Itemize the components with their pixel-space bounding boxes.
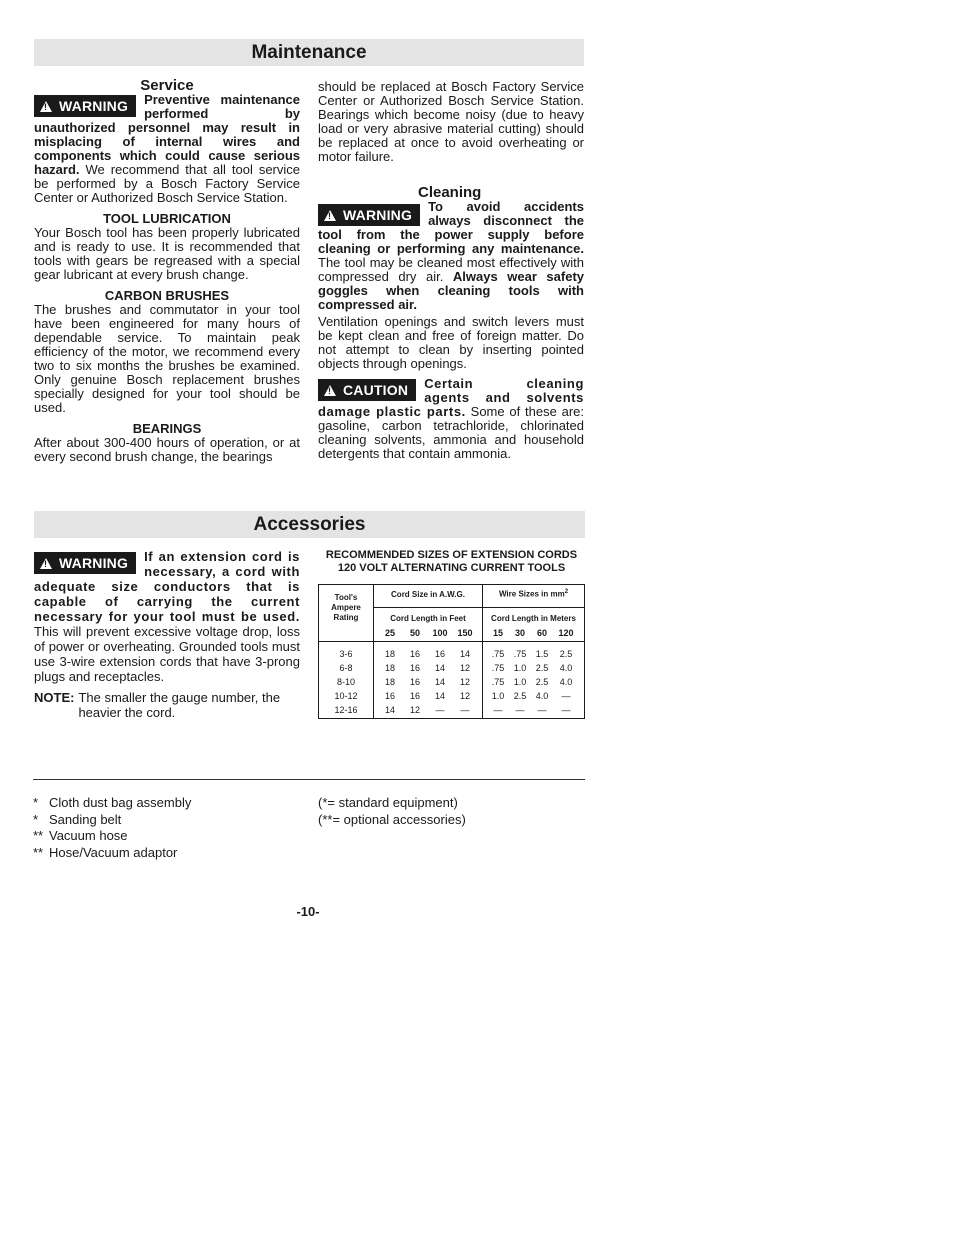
accessories-text: This will prevent excessive voltage drop, loss of power or overheating. Grounded tools must use 3-wire extension cords that have 3-prong plugs and receptacles. [34, 624, 300, 684]
bearings-text: After about 300-400 hours of operation, or at every second brush change, the bearings [34, 435, 300, 464]
cleaning-warning-text: To avoid accidents always disconnect the tool from the power supply before cleaning or performing any maintenance. [318, 199, 584, 256]
section-divider [33, 779, 585, 780]
list-item: * Sanding belt [33, 811, 122, 827]
table-row: 10-12 16 16 14 12 1.0 2.5 4.0 — [334, 691, 571, 701]
accessories-warning-paragraph [34, 549, 300, 684]
bearings-heading: BEARINGS [132, 421, 202, 436]
cord-table-title [318, 549, 585, 575]
awg-header: Cord Size in A.W.G. [391, 590, 465, 599]
warning-triangle-icon [40, 558, 52, 569]
accessories-left-column [34, 549, 300, 720]
service-paragraph [34, 93, 300, 205]
note [34, 690, 300, 720]
maintenance-title: Maintenance [34, 39, 584, 66]
table-row: 3-6 18 16 16 14 .75 .75 1.5 2.5 [339, 649, 573, 659]
table-divider [319, 641, 584, 642]
warning-triangle-icon [324, 210, 336, 221]
accessories-title: Accessories [34, 511, 585, 538]
feet-header: Cord Length in Feet [390, 614, 466, 623]
accessories-warning-badge: !WARNING [34, 552, 136, 574]
service-heading: Service [140, 77, 194, 94]
maintenance-left-column [34, 79, 300, 464]
cleaning-goggles-text: Always wear safety goggles when cleaning tools with compressed air. [318, 269, 585, 312]
table-row: 6-8 18 16 14 12 .75 1.0 2.5 4.0 [339, 663, 573, 673]
mm-header: Wire Sizes in $mm^2$ [498, 589, 569, 599]
service-warning-text: Preventive maintenance performed by unauthorized personnel may result in misplacing of internal wires and components which could cause serious hazard. [34, 92, 300, 177]
warning-triangle-icon [40, 101, 52, 112]
accessories-warning-text: If an extension cord is necessary, a cord with adequate size conductors that is capable of carrying the current necessary for your tool must be used. [34, 549, 300, 624]
rating-header: Tool's Ampere Rating [331, 593, 361, 622]
cleaning-warning-badge: !WARNING [318, 204, 420, 226]
ventilation-text: Ventilation openings and switch levers must be kept clean and free of foreign matter. Do not attempt to clean by inserting pointed objects through openings. [318, 314, 584, 371]
tool-lubrication-text: Your Bosch tool has been properly lubricated and is ready to use. It is recommended that tools with gears be regreased with a special gear lubricant at every brush change. [34, 225, 300, 282]
cleaning-heading: Cleaning [418, 184, 482, 201]
maintenance-right-column [318, 80, 584, 461]
cord-table: Tool's Ampere Rating Cord Size in A.W.G. Wire Sizes in $mm^2$ Cord Length in Feet Cord Length in Meters 25 50 100 150 15 30 60 120 3-6 18 16 16 14 .75 .75 1.5 2.5 6-8 18 16 14 12 .75 1.0 2.5 4.0 8-10 18 16 14 12 .75 1.0 2.5 4.0 10-12 16 16 14 12 1.0 2.5 4.0 — 12-16 14 12 — — — — — — [318, 584, 585, 719]
list-item: ** Hose/Vacuum adaptor [33, 844, 178, 860]
caution-badge: !CAUTION [318, 379, 416, 401]
warning-triangle-icon [324, 385, 336, 396]
list-item: * Cloth dust bag assembly [33, 795, 192, 810]
legend-standard: (*= standard equipment) [318, 795, 458, 810]
caution-bold-text: Certain cleaning agents and solvents damage plastic parts. [318, 376, 584, 419]
service-text: We recommend that all tool service be performed by a Bosch Factory Service Center or Authorized Bosch Service Station. [34, 162, 300, 205]
note-label: NOTE: [34, 690, 75, 705]
caution-text: Some of these are: gasoline, carbon tetrachloride, chlorinated cleaning solvents, ammonia and household detergents that contain ammonia. [318, 404, 584, 461]
tool-lubrication-heading: TOOL LUBRICATION [103, 211, 231, 226]
cord-table-body [319, 647, 584, 717]
equipment-list [33, 795, 303, 861]
list-item: ** Vacuum hose [33, 828, 128, 843]
equipment-legend [318, 795, 584, 828]
carbon-brushes-heading: CARBON BRUSHES [104, 288, 230, 303]
carbon-brushes-text: The brushes and commutator in your tool have been engineered for many hours of dependable service. To maintain peak efficiency of the motor, we recommend every two to six months the brushes be examined. Only genuine Bosch replacement brushes specially designed for your tool should be used. [34, 302, 300, 415]
note-text: The smaller the gauge number, the heavier the cord. [78, 690, 281, 720]
bearings-continued-text: should be replaced at Bosch Factory Service Center or Authorized Bosch Service Station. Bearings which become noisy (due to heavy load or very abrasive material cutting) should be replaced at once to avoid overheating or motor failure. [318, 79, 584, 164]
page-number: -10- [296, 904, 320, 919]
service-warning-badge: !WARNING [34, 95, 136, 117]
legend-optional: (**= optional accessories) [318, 811, 466, 827]
cord-table-title-line2: 120 VOLT ALTERNATING CURRENT TOOLS [337, 562, 566, 574]
cleaning-paragraph [318, 200, 584, 312]
cord-table-title-line1: RECOMMENDED SIZES OF EXTENSION CORDS [325, 549, 578, 561]
table-divider [373, 607, 584, 608]
table-row: 12-16 14 12 — — — — — — [334, 705, 571, 715]
cleaning-text: The tool may be cleaned most effectively with compressed dry air. [318, 255, 584, 284]
caution-paragraph [318, 377, 584, 461]
table-row: 8-10 18 16 14 12 .75 1.0 2.5 4.0 [336, 677, 573, 687]
meters-header: Cord Length in Meters [491, 614, 576, 623]
